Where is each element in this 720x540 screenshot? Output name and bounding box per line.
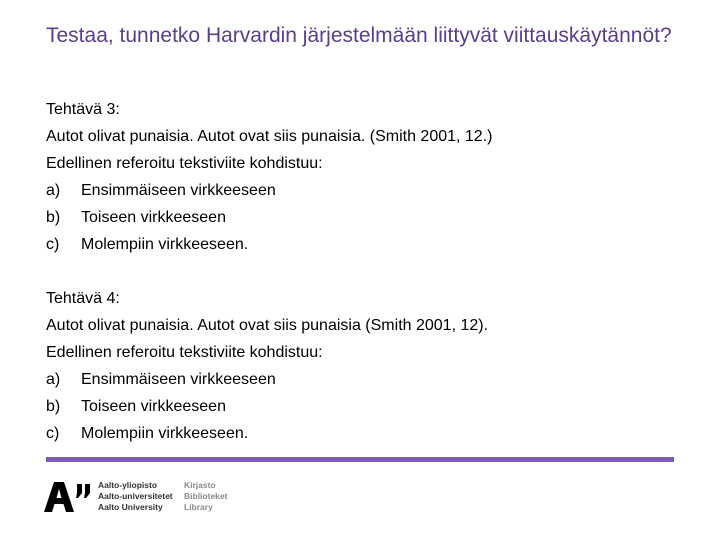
logo-row bbox=[98, 480, 227, 491]
task-3 bbox=[46, 96, 686, 258]
logo-main: Aalto-yliopisto bbox=[98, 480, 158, 490]
logo-sub: Biblioteket bbox=[184, 491, 228, 501]
logo-main: Aalto University bbox=[98, 502, 163, 512]
footer-divider bbox=[46, 457, 674, 462]
task-sentence: Autot olivat punaisia. Autot ovat siis punaisia. (Smith 2001, 12.) bbox=[46, 128, 493, 145]
option-letter: c) bbox=[46, 425, 60, 442]
task-sentence: Autot olivat punaisia. Autot ovat siis punaisia (Smith 2001, 12). bbox=[46, 317, 489, 334]
logo-main: Aalto-universitetet bbox=[98, 491, 173, 501]
option-text: Ensimmäiseen virkkeeseen bbox=[81, 371, 276, 388]
option-a bbox=[46, 177, 686, 204]
option-text: Ensimmäiseen virkkeeseen bbox=[81, 182, 276, 199]
aalto-a-logo-icon bbox=[44, 482, 92, 512]
task-question: Edellinen referoitu tekstiviite kohdistuu: bbox=[46, 155, 323, 172]
option-text: Molempiin virkkeeseen. bbox=[81, 425, 249, 442]
option-c bbox=[46, 231, 686, 258]
logo-row bbox=[98, 491, 227, 502]
task-question: Edellinen referoitu tekstiviite kohdistuu: bbox=[46, 344, 323, 361]
task-heading: Tehtävä 3: bbox=[46, 101, 120, 118]
option-letter: b) bbox=[46, 398, 61, 415]
option-text: Toiseen virkkeeseen bbox=[81, 398, 226, 415]
option-letter: a) bbox=[46, 371, 61, 388]
task-heading: Tehtävä 4: bbox=[46, 290, 120, 307]
option-letter: b) bbox=[46, 209, 61, 226]
logo-row bbox=[98, 502, 227, 513]
task-4 bbox=[46, 285, 686, 447]
option-a bbox=[46, 366, 686, 393]
slide-title: Testaa, tunnetko Harvardin järjestelmään liittyvät viittauskäytännöt? bbox=[46, 24, 672, 47]
option-text: Toiseen virkkeeseen bbox=[81, 209, 226, 226]
slide-content bbox=[46, 96, 686, 447]
option-text: Molempiin virkkeeseen. bbox=[81, 236, 249, 253]
option-b bbox=[46, 204, 686, 231]
logo-sub: Kirjasto bbox=[184, 480, 216, 490]
option-letter: c) bbox=[46, 236, 60, 253]
option-c bbox=[46, 420, 686, 447]
option-letter: a) bbox=[46, 182, 61, 199]
footer-logo-text bbox=[98, 480, 227, 513]
option-b bbox=[46, 393, 686, 420]
logo-sub: Library bbox=[184, 502, 213, 512]
